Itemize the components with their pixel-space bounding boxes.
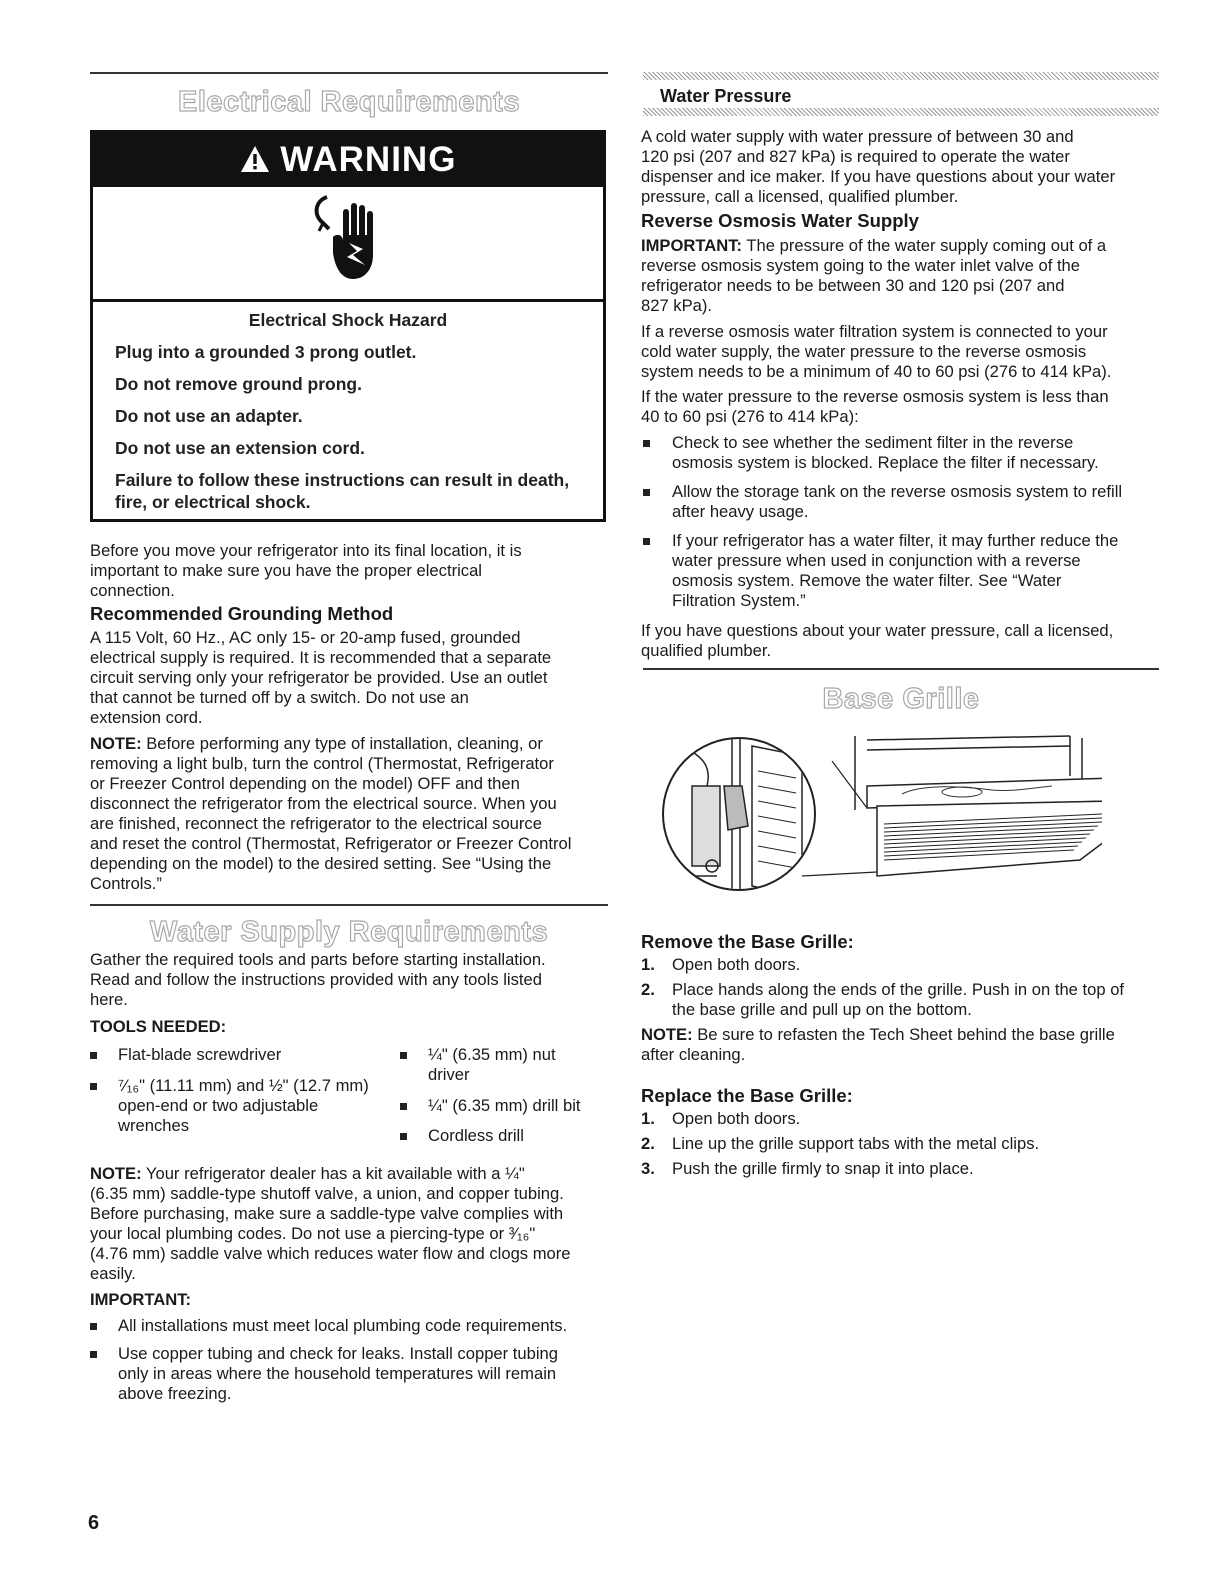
warning-line-2: Do not remove ground prong. <box>115 374 362 394</box>
replace-heading: Replace the Base Grille: <box>641 1085 853 1106</box>
warning-triangle-icon <box>240 140 281 179</box>
grounding-paragraph: A 115 Volt, 60 Hz., AC only 15- or 20-amp fused, grounded electrical supply is required. It is recommended that a separate circuit serving only your refrigerator be provided. Use an outlet that cannot be turned off by a switch. Do not use an extension cord. <box>90 628 552 727</box>
ro-important-paragraph: IMPORTANT: The pressure of the water supply coming out of a reverse osmosis system going to the water inlet valve of the refrigerator needs to be between 30 and 120 psi (207 and 827 kPa). <box>641 236 1107 315</box>
warning-line-4: Do not use an extension cord. <box>115 438 365 458</box>
bullet-square-icon <box>90 1323 97 1330</box>
ro-closing-paragraph: If you have questions about your water pressure, call a licensed, qualified plumber. <box>641 621 1114 660</box>
warning-line-1: Plug into a grounded 3 prong outlet. <box>115 342 417 362</box>
ro-bullet-item: Allow the storage tank on the reverse osmosis system to refill after heavy usage. <box>643 482 1122 522</box>
water-pressure-heading: Water Pressure <box>660 86 792 106</box>
section-rule-water-supply <box>90 904 608 906</box>
bullet-square-icon <box>400 1103 407 1110</box>
page-number: 6 <box>88 1512 100 1534</box>
tool-item: ¼" (6.35 mm) drill bit <box>400 1096 581 1116</box>
water-pressure-paragraph: A cold water supply with water pressure of between 30 and 120 psi (207 and 827 kPa) is required to operate the water dispenser and ice maker. If you have questions about your water pressure, call a licensed, qualified plumber. <box>641 127 1116 206</box>
warning-line-3: Do not use an adapter. <box>115 406 303 426</box>
base-grille-illustration <box>662 726 1102 894</box>
kit-note-paragraph: NOTE: Your refrigerator dealer has a kit available with a ¼" (6.35 mm) saddle-type shutoff valve, a union, and copper tubing. Before purchasing, make sure a saddle-type valve complies with your local plumbing codes. Do not use a piercing-type or ³⁄₁₆" (4.76 mm) saddle valve which reduces water flow and clogs more easily. <box>90 1164 571 1283</box>
bullet-square-icon <box>90 1052 97 1059</box>
bullet-square-icon <box>643 538 650 545</box>
tool-item: ⁷⁄₁₆" (11.11 mm) and ½" (12.7 mm) open-end or two adjustable wrenches <box>90 1076 369 1136</box>
replace-step: 3. Push the grille firmly to snap it into place. <box>641 1159 974 1178</box>
remove-note-paragraph: NOTE: Be sure to refasten the Tech Sheet behind the base grille after cleaning. <box>641 1025 1115 1064</box>
gather-paragraph: Gather the required tools and parts before starting installation. Read and follow the instructions provided with any tools listed here. <box>90 950 546 1009</box>
ro-paragraph-2: If a reverse osmosis water filtration system is connected to your cold water supply, the water pressure to the reverse osmosis system needs to be a minimum of 40 to 60 psi (276 to 414 kPa). <box>641 322 1112 381</box>
tool-item: Flat-blade screwdriver <box>90 1045 281 1065</box>
bullet-square-icon <box>643 489 650 496</box>
important-item: All installations must meet local plumbing code requirements. <box>90 1316 567 1336</box>
hatch-rule-top <box>643 72 1159 80</box>
ro-bullet-item: If your refrigerator has a water filter, it may further reduce the water pressure when used in conjunction with a reverse osmosis system. Remove the water filter. See “Water Filtration System.” <box>643 531 1118 611</box>
top-rule-left <box>90 72 608 74</box>
note-paragraph: NOTE: Before performing any type of installation, cleaning, or removing a light bulb, turn the control (Thermostat, Refrigerator or Freezer Control depending on the model) OFF and then disconnect the refrigerator from the electrical source. When you are finished, reconnect the refrigerator to the electrical source and reset the control (Thermostat, Refrigerator or Freezer Control depending on the model) to the desired setting. See “Using the Controls.” <box>90 734 572 893</box>
bullet-square-icon <box>90 1083 97 1090</box>
warning-box <box>90 130 606 522</box>
hazard-title: Electrical Shock Hazard <box>248 310 448 330</box>
warning-line-5: Failure to follow these instructions can result in death, <box>115 470 570 490</box>
warning-line-6: fire, or electrical shock. <box>115 492 311 512</box>
ro-bullet-item: Check to see whether the sediment filter in the reverse osmosis system is blocked. Replace the filter if necessary. <box>643 433 1099 473</box>
ro-heading: Reverse Osmosis Water Supply <box>641 210 919 231</box>
tool-item: Cordless drill <box>400 1126 524 1146</box>
shock-hazard-icon-area <box>93 187 603 302</box>
section-title-electrical: Electrical Requirements <box>178 86 520 118</box>
bullet-square-icon <box>400 1133 407 1140</box>
important-item: Use copper tubing and check for leaks. Install copper tubing only in areas where the household temperatures will remain above freezing. <box>90 1344 558 1404</box>
bullet-square-icon <box>643 440 650 447</box>
remove-step: 1. Open both doors. <box>641 955 801 974</box>
hatch-rule-bottom <box>643 108 1159 116</box>
bullet-square-icon <box>90 1351 97 1358</box>
tools-heading: TOOLS NEEDED: <box>90 1017 227 1036</box>
replace-step: 1. Open both doors. <box>641 1109 801 1128</box>
ro-paragraph-3: If the water pressure to the reverse osmosis system is less than 40 to 60 psi (276 to 414 kPa): <box>641 387 1109 426</box>
electric-shock-hand-icon <box>309 193 389 288</box>
remove-heading: Remove the Base Grille: <box>641 931 854 952</box>
bullet-square-icon <box>400 1052 407 1059</box>
replace-step: 2. Line up the grille support tabs with the metal clips. <box>641 1134 1040 1153</box>
remove-step: 2. Place hands along the ends of the grille. Push in on the top of the base grille and pull up on the bottom. <box>641 980 1125 1019</box>
section-rule-base-grille <box>643 668 1159 670</box>
grounding-heading: Recommended Grounding Method <box>90 603 394 624</box>
warning-header: WARNING <box>93 133 603 187</box>
section-title-base-grille: Base Grille <box>822 683 980 715</box>
section-title-water-supply: Water Supply Requirements <box>149 916 549 948</box>
intro-paragraph: Before you move your refrigerator into its final location, it is important to make sure you have the proper electrical connection. <box>90 541 522 600</box>
tool-item: ¼" (6.35 mm) nut driver <box>400 1045 556 1085</box>
important-heading: IMPORTANT: <box>90 1290 192 1309</box>
